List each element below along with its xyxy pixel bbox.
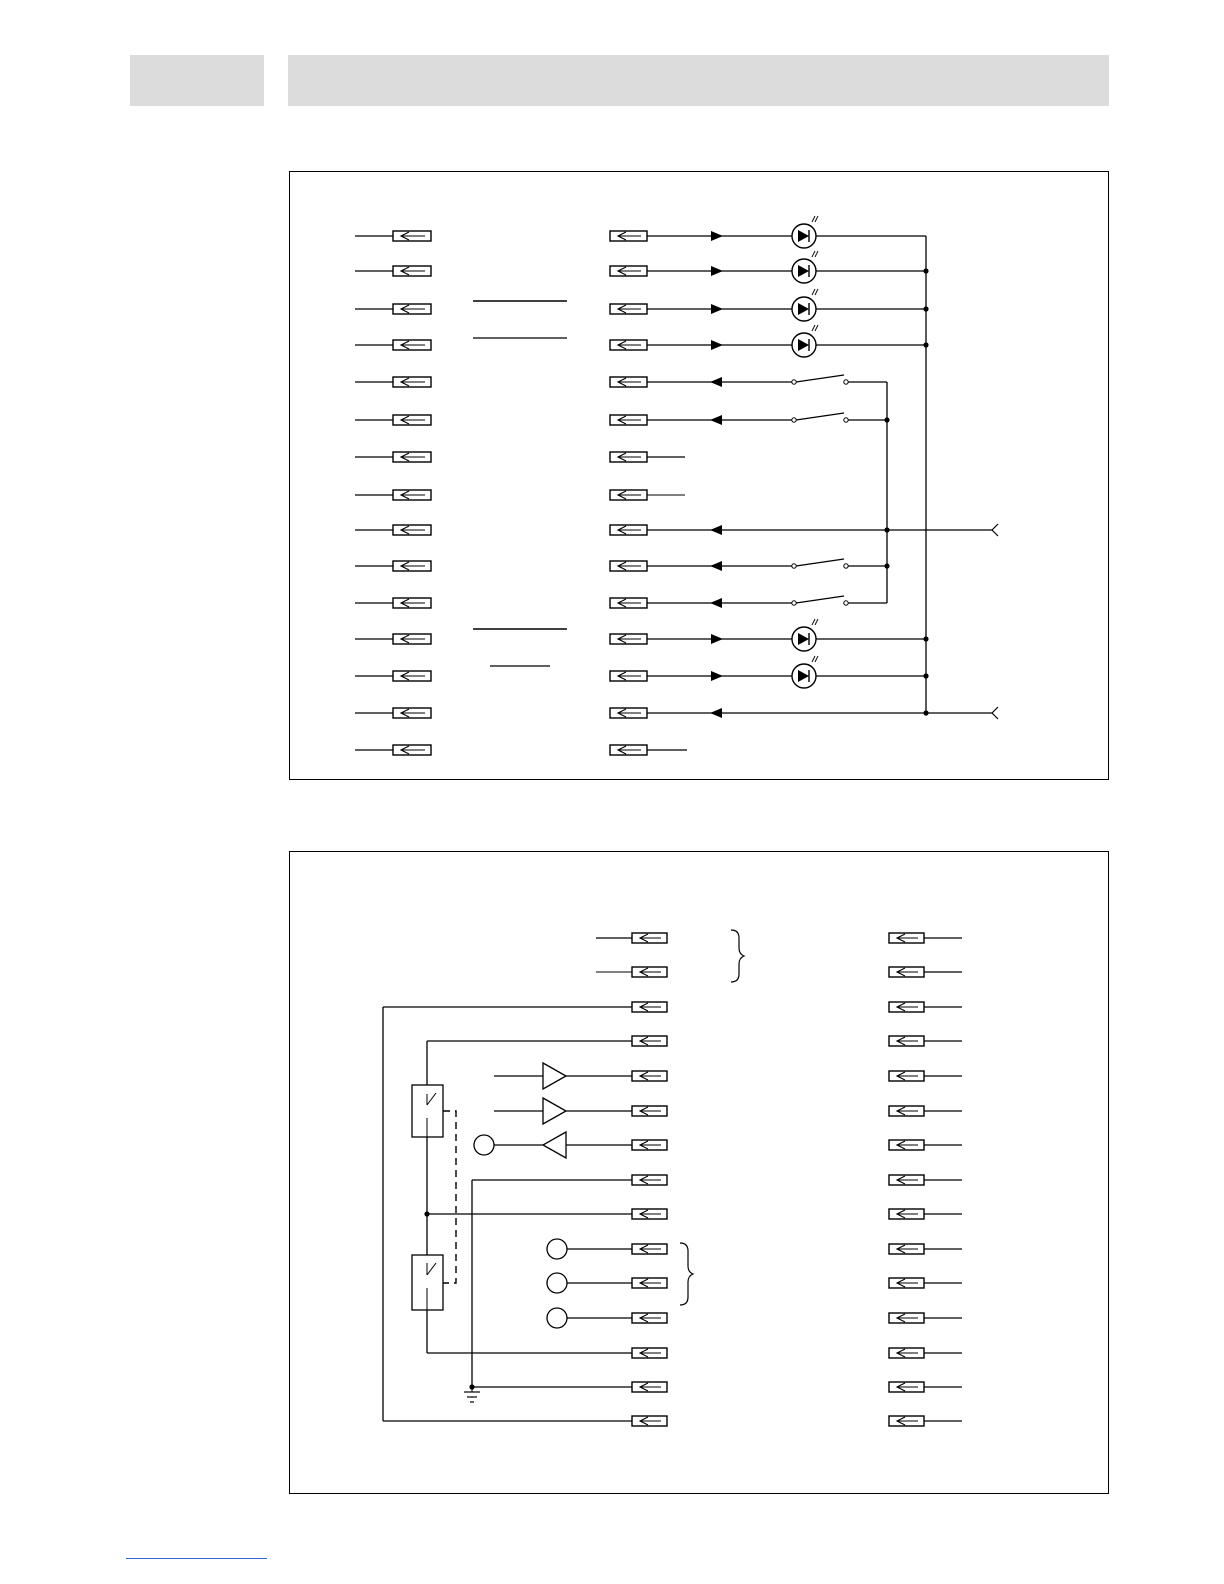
switch-1-contact-a <box>792 380 796 384</box>
led-4-ray2 <box>815 325 818 331</box>
led-5-ray2 <box>815 619 818 625</box>
switch-4-contact-a <box>792 601 796 605</box>
arrow-in <box>710 598 722 608</box>
junction-dot <box>923 636 928 641</box>
switch-4-blade <box>796 596 844 603</box>
junction-dot <box>923 342 928 347</box>
led-2-ray1 <box>812 251 815 257</box>
amplifier-1 <box>543 1063 566 1089</box>
group-brace-2 <box>680 1243 693 1305</box>
amplifier-2 <box>543 1098 566 1124</box>
junction-dot <box>923 268 928 273</box>
switch-2-contact-b <box>844 418 848 422</box>
arrow-in <box>710 525 722 535</box>
lamp-4 <box>547 1308 567 1328</box>
group-brace-1 <box>731 930 744 982</box>
lamp-3 <box>547 1273 567 1293</box>
footer-link-line <box>126 1558 267 1559</box>
junction-dot <box>923 673 928 678</box>
led-3-ray1 <box>812 289 815 295</box>
led-3-ray2 <box>815 289 818 295</box>
led-4-ray1 <box>812 325 815 331</box>
switch-1-blade <box>796 375 844 382</box>
switch-2-blade <box>796 413 844 420</box>
arrow-in <box>710 708 722 718</box>
switch-3-contact-a <box>792 564 796 568</box>
lamp-1 <box>474 1135 494 1155</box>
junction-dot <box>884 563 889 568</box>
led-1-ray2 <box>815 216 818 222</box>
arrow-out <box>711 634 723 644</box>
lamp-2 <box>547 1239 567 1259</box>
switch-3-blade <box>796 559 844 566</box>
led-2-ray2 <box>815 251 818 257</box>
arrow-in <box>710 561 722 571</box>
led-1-ray1 <box>812 216 815 222</box>
led-6-ray1 <box>812 656 815 662</box>
arrow-in <box>710 377 722 387</box>
external-terminal-2 <box>992 707 998 719</box>
junction-dot <box>923 306 928 311</box>
switch-1-contact-b <box>844 380 848 384</box>
switch-3-contact-b <box>844 564 848 568</box>
arrow-out <box>711 266 723 276</box>
arrow-in <box>710 415 722 425</box>
switch-2-contact-a <box>792 418 796 422</box>
led-6-ray2 <box>815 656 818 662</box>
arrow-out <box>711 304 723 314</box>
amplifier-3 <box>543 1132 566 1158</box>
arrow-out <box>711 340 723 350</box>
mechanical-link <box>443 1111 456 1283</box>
junction-dot <box>884 417 889 422</box>
led-5-ray1 <box>812 619 815 625</box>
switch-4-contact-b <box>844 601 848 605</box>
arrow-out <box>711 671 723 681</box>
external-terminal-1 <box>992 524 998 536</box>
arrow-out <box>711 231 723 241</box>
